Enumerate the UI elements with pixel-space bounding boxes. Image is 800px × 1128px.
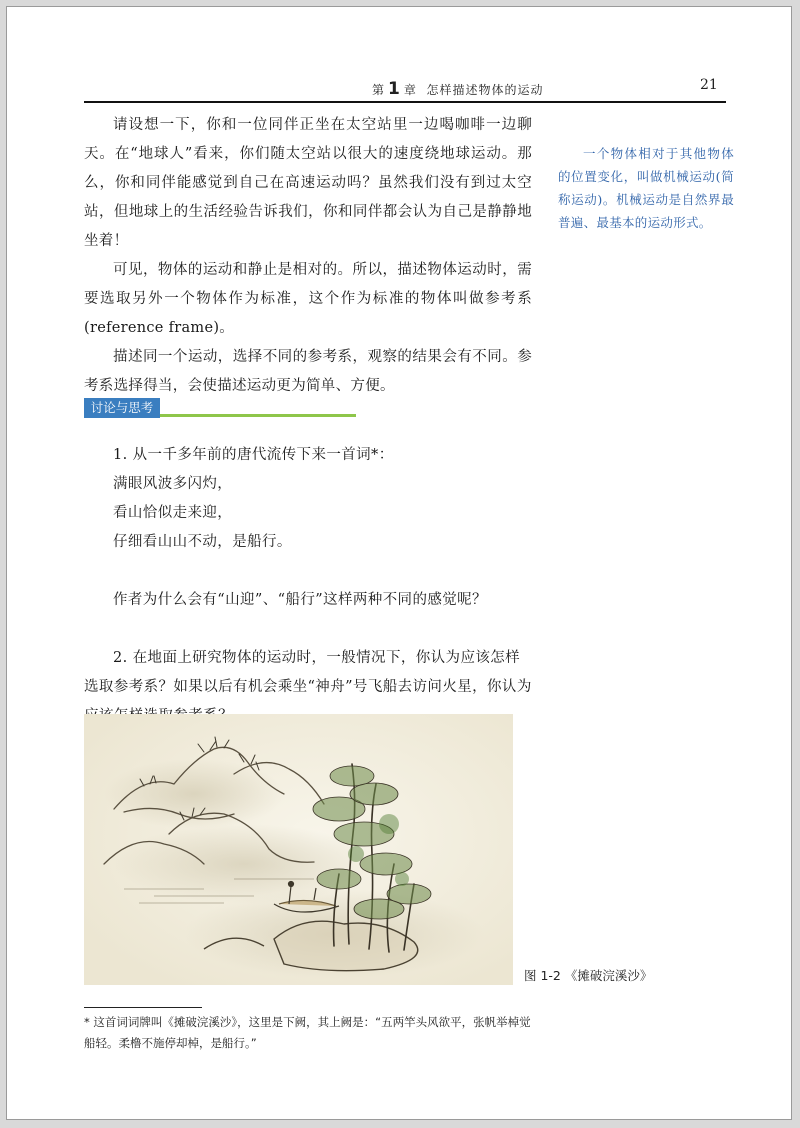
discussion-heading <box>84 398 356 420</box>
poem-line-3: 仔细看山山不动，是船行。 <box>113 534 292 550</box>
page-number: 21 <box>700 77 718 93</box>
running-header-chapter <box>372 79 544 99</box>
landscape-ink-painting <box>84 714 513 985</box>
poem-line-1: 满眼风波多闪灼， <box>113 476 233 492</box>
question-1: 作者为什么会有“山迎”、“船行”这样两种不同的感觉呢？ <box>113 592 487 608</box>
figure-caption: 图 1-2 《摊破浣溪沙》 <box>524 968 653 983</box>
discussion-content <box>84 441 532 731</box>
paragraph-1: 请设想一下，你和一位同伴正坐在太空站里一边喝咖啡一边聊天。在“地球人”看来，你们随太空站以很大的速度绕地球运动。那么，你和同伴能感觉到自己在高速运动吗？虽然我们没有到过太空站，但地球上的生活经验告诉我们，你和同伴都会认为自己是静静地坐着！ <box>84 117 532 249</box>
footnote-rule <box>84 1007 202 1008</box>
margin-definition-note: 一个物体相对于其他物体的位置变化，叫做机械运动(简称运动)。机械运动是自然界最普遍、最基本的运动形式。 <box>558 146 734 230</box>
footnote: * 这首词词牌叫《摊破浣溪沙》，这里是下阙，其上阙是：“五两竿头风欲平，张帆举棹觉船轻。柔橹不施停却棹，是船行。” <box>84 1015 531 1050</box>
chapter-prefix: 第 <box>372 83 386 97</box>
poem-line-2: 看山恰似走来迎， <box>113 505 233 521</box>
question-2: 2. 在地面上研究物体的运动时，一般情况下，你认为应该怎样选取参考系？如果以后有机会乘坐“神舟”号飞船去访问火星，你认为 <box>84 650 532 695</box>
question-1-intro: 1. 从一千多年前的唐代流传下来一首词*： <box>113 447 394 463</box>
header-rule <box>84 101 726 103</box>
main-text <box>84 111 532 401</box>
chapter-title: 怎样描述物体的运动 <box>426 83 544 97</box>
discussion-underline <box>160 414 356 417</box>
chapter-suffix: 章 <box>403 83 417 97</box>
discussion-label: 讨论与思考 <box>84 398 160 418</box>
paragraph-3: 描述同一个运动，选择不同的参考系，观察的结果会有不同。参考系选择得当，会使描述运动更为简单、方便。 <box>84 349 532 394</box>
chapter-number: 1 <box>388 79 401 99</box>
paragraph-2: 可见，物体的运动和静止是相对的。所以，描述物体运动时，需要选取另外一个物体作为标准，这个作为标准的物体叫做参考系(reference frame)。 <box>84 262 532 336</box>
